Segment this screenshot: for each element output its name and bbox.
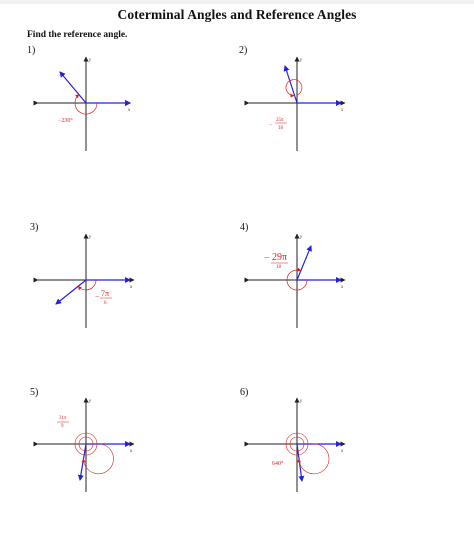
angle-sign: − [264, 253, 270, 264]
x-axis-label: x [341, 285, 344, 290]
angle-arc-3 [299, 444, 329, 474]
terminal-ray [80, 444, 86, 480]
angle-sign: − [269, 122, 273, 128]
problem-1-number: 1) [27, 45, 36, 56]
instructions: Find the reference angle. [27, 30, 128, 40]
angle-numerator: 29π [272, 252, 288, 263]
problem-4-number: 4) [240, 222, 249, 233]
angle-numerator: 25π [276, 118, 284, 123]
angle-arc [78, 280, 96, 290]
graph-6 [247, 394, 347, 494]
terminal-ray [56, 280, 86, 304]
angle-denominator: 18 [278, 126, 283, 131]
angle-denominator: 18 [276, 265, 281, 270]
graph-2 [247, 53, 347, 153]
y-axis-label: y [300, 235, 303, 240]
y-axis-label: y [300, 399, 303, 404]
y-axis-label: y [89, 235, 92, 240]
graph-1 [36, 53, 136, 153]
angle-sign: − [95, 292, 100, 301]
graph-4 [247, 230, 347, 330]
problem-2-number: 2) [239, 45, 248, 56]
y-axis-label: y [89, 58, 92, 63]
x-axis-label: x [341, 108, 344, 113]
y-axis-label: y [89, 399, 92, 404]
terminal-ray [297, 246, 311, 280]
problem-3-number: 3) [30, 222, 39, 233]
x-axis-label: x [128, 108, 131, 113]
angle-denominator: 6 [104, 301, 107, 306]
graph-5 [36, 394, 136, 494]
angle-label: 640° [272, 461, 284, 467]
angle-numerator: 31π [59, 416, 67, 421]
graph-3 [36, 230, 136, 330]
x-axis-label: x [130, 285, 133, 290]
angle-denominator: 9 [61, 424, 64, 429]
y-axis-label: y [300, 58, 303, 63]
angle-label: −230° [58, 118, 73, 124]
problem-5-number: 5) [30, 387, 39, 398]
angle-numerator: 7π [101, 289, 110, 298]
x-axis-label: x [130, 449, 133, 454]
x-axis-label: x [341, 449, 344, 454]
top-bar [0, 0, 474, 4]
terminal-ray [60, 72, 86, 103]
problem-6-number: 6) [240, 387, 249, 398]
angle-arc-3 [84, 444, 114, 474]
page-title: Coterminal Angles and Reference Angles [117, 7, 357, 22]
